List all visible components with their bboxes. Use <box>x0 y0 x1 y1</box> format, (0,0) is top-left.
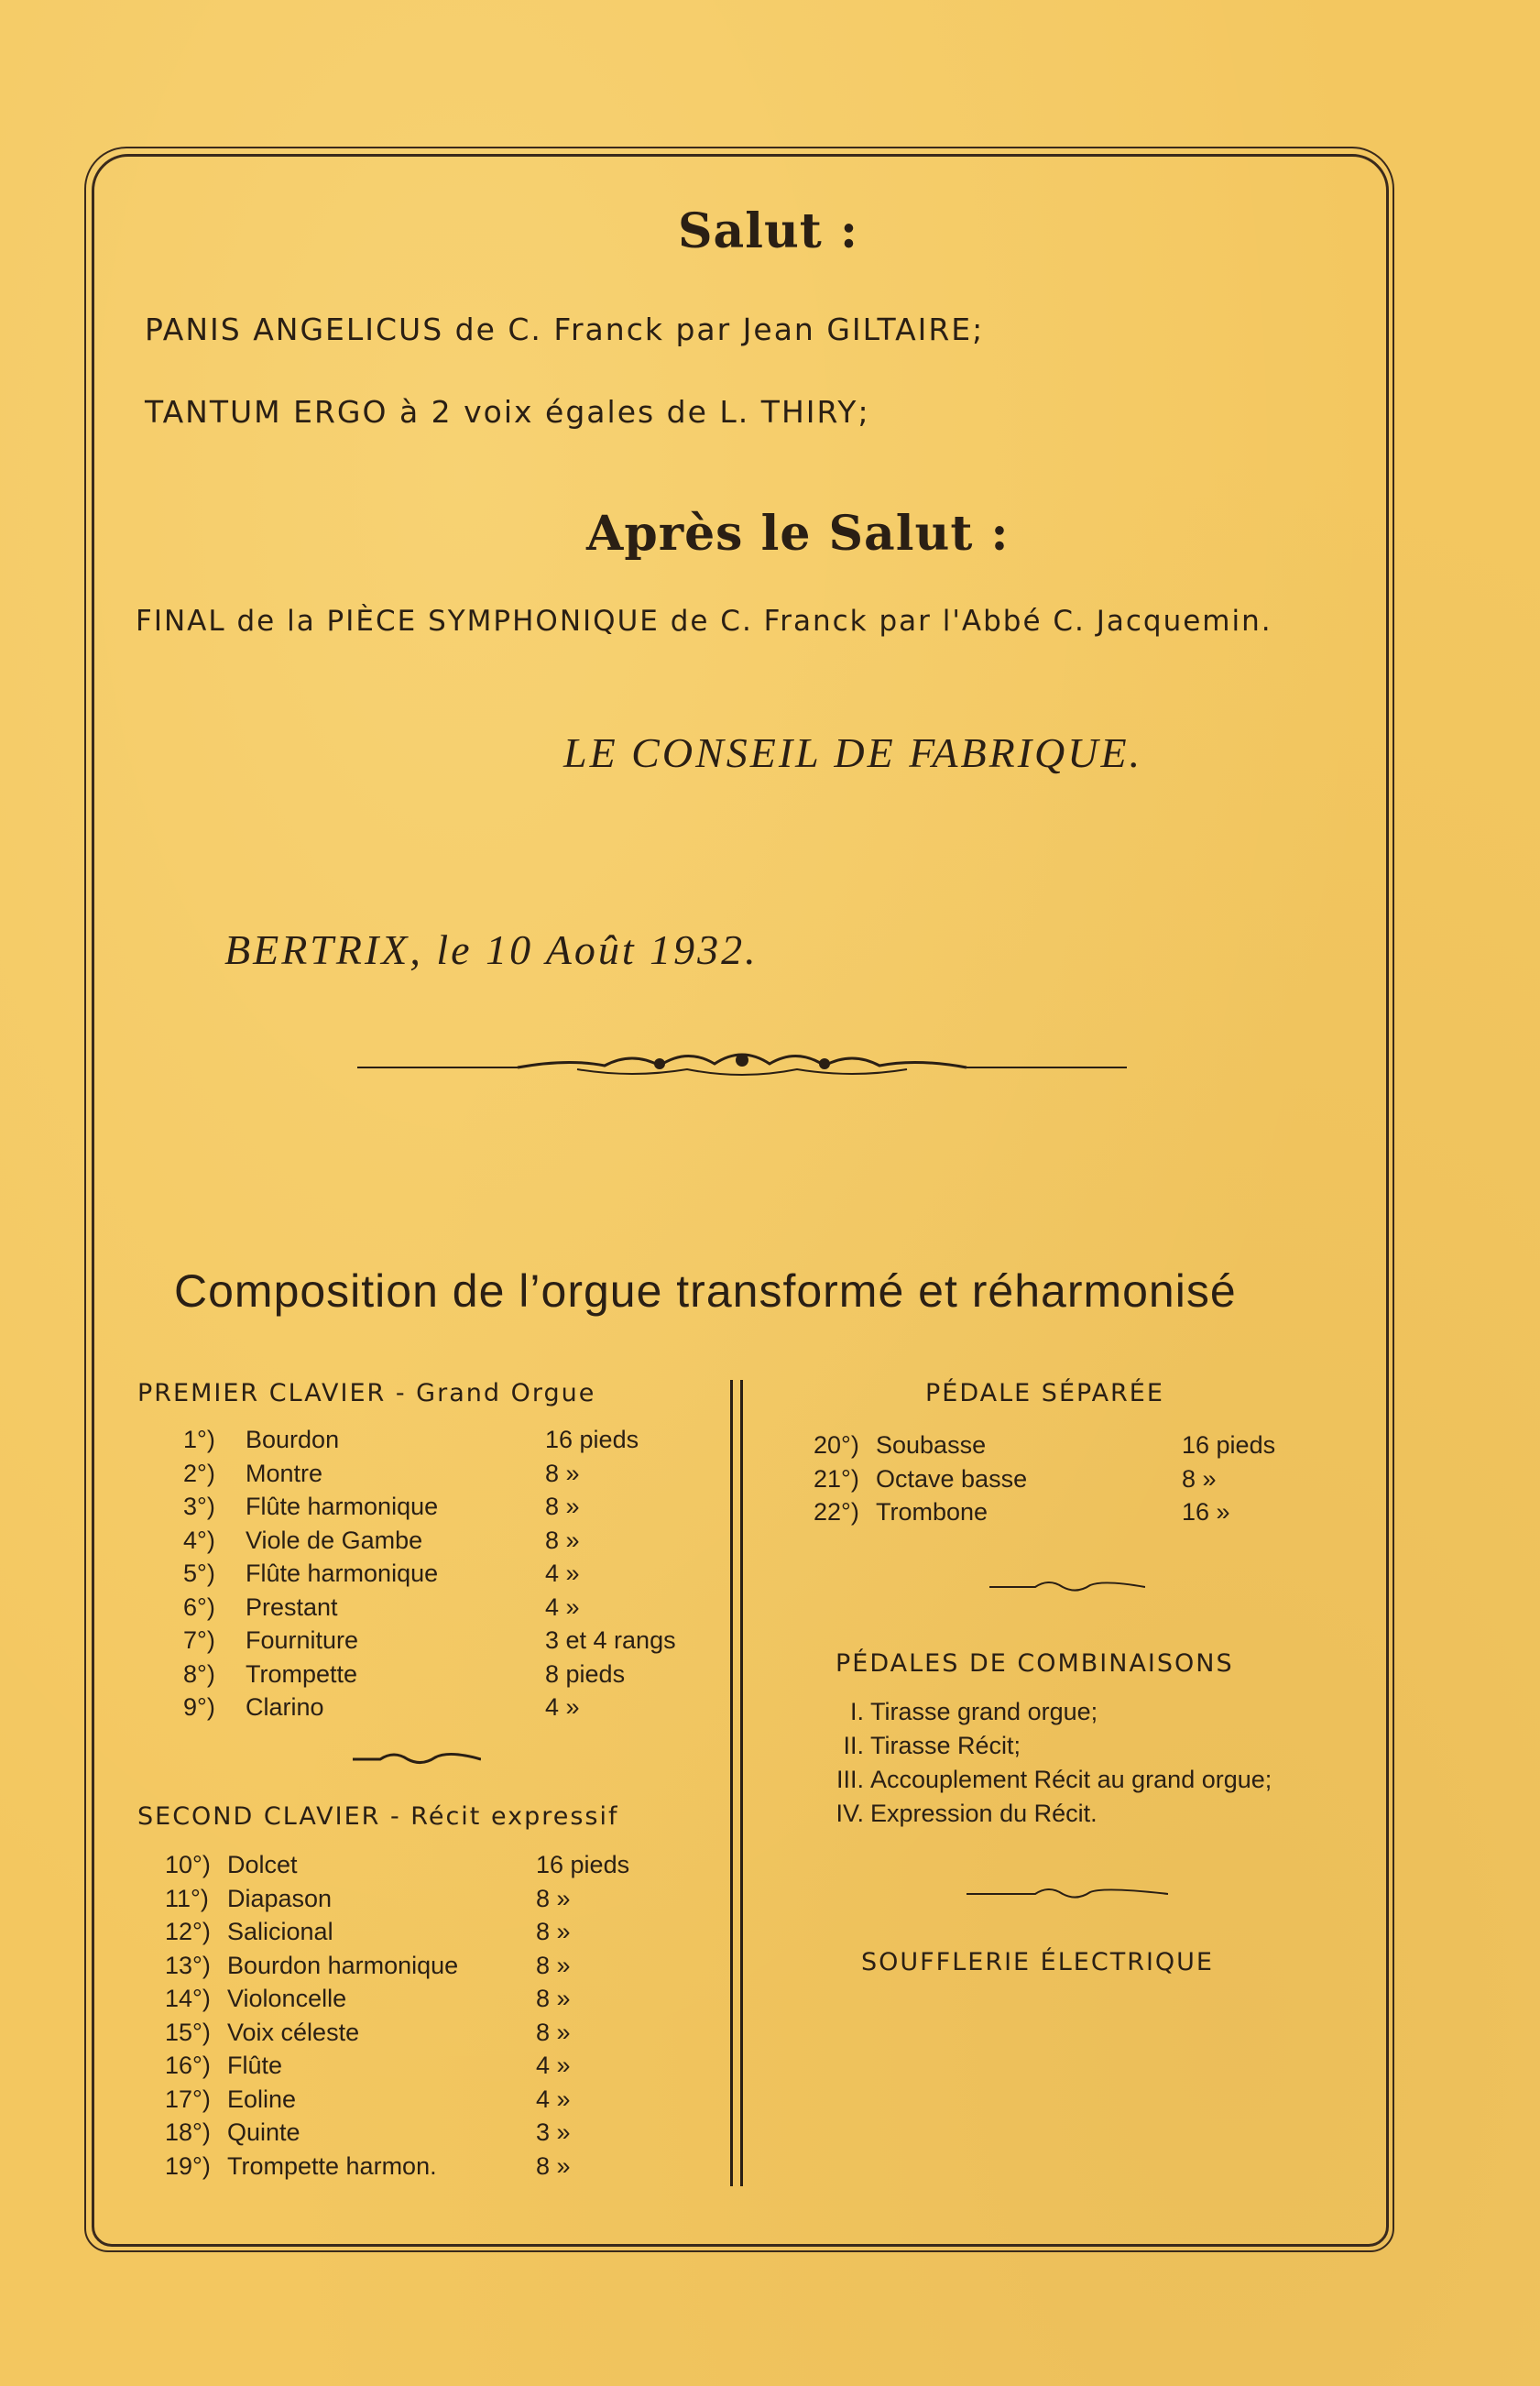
stop-number: 22°) <box>814 1498 859 1526</box>
stop-value: 8 pieds <box>545 1659 626 1688</box>
stop-value: 3 et 4 rangs <box>545 1626 676 1654</box>
stop-name: Octave basse <box>876 1464 1028 1493</box>
stop-number: 10°) <box>165 1851 211 1878</box>
stop-value: 8 » <box>545 1459 580 1487</box>
stop-number: 18°) <box>165 2118 211 2146</box>
stop-name: Trompette harmon. <box>227 2151 437 2180</box>
stop-name: Viole de Gambe <box>246 1526 423 1554</box>
combinaison-text: Accouplement Récit au grand orgue; <box>870 1766 1272 1793</box>
salut-title: Salut : <box>678 203 859 259</box>
second-stop-row <box>165 2019 715 2050</box>
premier-stop-row <box>183 1493 733 1524</box>
premier-stop-row <box>183 1426 733 1457</box>
stop-value: 4 » <box>536 2085 571 2113</box>
stop-name: Voix céleste <box>227 2018 360 2046</box>
stop-name: Flûte <box>227 2052 283 2079</box>
stop-number: 12°) <box>165 1918 211 1945</box>
stop-number: 5°) <box>183 1560 215 1587</box>
second-stop-row <box>165 2118 715 2150</box>
stop-value: 4 » <box>536 2052 571 2079</box>
combinaison-item <box>814 1732 1354 1763</box>
stop-number: 1°) <box>183 1426 215 1453</box>
combinaison-number: IV. <box>836 1800 864 1827</box>
small-ornament-2 <box>989 1576 1145 1594</box>
small-ornament-3 <box>967 1883 1168 1901</box>
stop-number: 14°) <box>165 1985 211 2012</box>
composition-title: Composition de l’orgue transformé et réharmonisé <box>174 1265 1237 1317</box>
stop-number: 2°) <box>183 1459 215 1487</box>
stop-name: Flûte harmonique <box>246 1560 439 1587</box>
premier-stop-row <box>183 1560 733 1591</box>
premier-stop-row <box>183 1460 733 1491</box>
stop-name: Violoncelle <box>227 1985 347 2012</box>
combinaison-text: Tirasse grand orgue; <box>870 1698 1098 1725</box>
combinaison-number: III. <box>836 1766 864 1793</box>
combinaison-item <box>814 1800 1354 1831</box>
stop-name: Dolcet <box>227 1851 298 1878</box>
premier-stop-row <box>183 1693 733 1724</box>
stop-value: 4 » <box>545 1693 580 1721</box>
stop-value: 8 » <box>1182 1464 1217 1493</box>
stop-name: Diapason <box>227 1884 333 1912</box>
pedale-stop-row <box>814 1431 1363 1462</box>
stop-name: Bourdon harmonique <box>227 1951 459 1979</box>
apres-salut-title: Après le Salut : <box>586 506 1010 562</box>
stop-name: Salicional <box>227 1918 333 1945</box>
stop-name: Fourniture <box>246 1626 359 1654</box>
stop-number: 16°) <box>165 2052 211 2079</box>
premier-clavier-heading: PREMIER CLAVIER - Grand Orgue <box>137 1379 596 1407</box>
stop-value: 8 » <box>536 1951 571 1979</box>
second-stop-row <box>165 2085 715 2117</box>
apres-salut-line-1: FINAL de la PIÈCE SYMPHONIQUE de C. Franck par l'Abbé C. Jacquemin. <box>136 605 1272 638</box>
second-clavier-heading: SECOND CLAVIER - Récit expressif <box>137 1802 619 1831</box>
small-ornament-1 <box>353 1748 481 1767</box>
stop-value: 16 pieds <box>536 1851 630 1878</box>
stop-value: 8 » <box>536 2151 571 2180</box>
stop-name: Flûte harmonique <box>246 1493 439 1520</box>
column-divider-right <box>740 1380 743 2186</box>
second-stop-row <box>165 2052 715 2083</box>
signature-conseil: LE CONSEIL DE FABRIQUE. <box>563 729 1143 776</box>
second-stop-row <box>165 1918 715 1949</box>
stop-number: 19°) <box>165 2151 211 2180</box>
stop-name: Bourdon <box>246 1426 340 1453</box>
second-stop-row <box>165 1985 715 2016</box>
premier-stop-row <box>183 1660 733 1691</box>
second-stop-row <box>165 1851 715 1882</box>
stop-name: Prestant <box>246 1592 338 1621</box>
stop-number: 15°) <box>165 2018 211 2046</box>
stop-name: Trompette <box>246 1659 358 1688</box>
stop-number: 6°) <box>183 1592 215 1621</box>
stop-name: Montre <box>246 1459 323 1487</box>
stop-number: 8°) <box>183 1659 215 1688</box>
stop-value: 8 » <box>536 2018 571 2046</box>
stop-number: 7°) <box>183 1626 215 1654</box>
stop-number: 13°) <box>165 1951 211 1979</box>
stop-number: 20°) <box>814 1431 859 1459</box>
salut-line-2: TANTUM ERGO à 2 voix égales de L. THIRY; <box>145 394 870 430</box>
stop-value: 3 » <box>536 2118 571 2146</box>
combinaison-number: II. <box>843 1732 864 1759</box>
stop-number: 9°) <box>183 1693 215 1721</box>
stop-value: 16 » <box>1182 1498 1230 1526</box>
stop-value: 4 » <box>545 1560 580 1587</box>
place-date: BERTRIX, le 10 Août 1932. <box>224 926 759 973</box>
stop-name: Soubasse <box>876 1431 987 1459</box>
second-stop-row <box>165 1952 715 1983</box>
pedale-stop-row <box>814 1498 1363 1529</box>
stop-value: 8 » <box>545 1526 580 1554</box>
soufflerie-electrique: SOUFFLERIE ÉLECTRIQUE <box>861 1948 1214 1976</box>
combinaison-text: Expression du Récit. <box>870 1800 1098 1827</box>
premier-stop-row <box>183 1626 733 1658</box>
salut-line-1: PANIS ANGELICUS de C. Franck par Jean GILTAIRE; <box>145 312 985 347</box>
stop-name: Quinte <box>227 2118 300 2146</box>
stop-value: 8 » <box>536 1884 571 1912</box>
stop-name: Trombone <box>876 1498 988 1526</box>
stop-number: 11°) <box>165 1884 209 1912</box>
combinaison-item <box>814 1698 1354 1729</box>
stop-number: 17°) <box>165 2085 211 2113</box>
pedale-stop-row <box>814 1465 1363 1496</box>
stop-value: 8 » <box>545 1493 580 1520</box>
pedale-separee-heading: PÉDALE SÉPARÉE <box>925 1379 1164 1407</box>
stop-name: Eoline <box>227 2085 297 2113</box>
pedales-combinaisons-heading: PÉDALES DE COMBINAISONS <box>836 1649 1234 1678</box>
combinaison-text: Tirasse Récit; <box>870 1732 1021 1759</box>
stop-value: 8 » <box>536 1918 571 1945</box>
second-stop-row <box>165 2152 715 2184</box>
premier-stop-row <box>183 1527 733 1558</box>
combinaison-item <box>814 1766 1354 1797</box>
second-stop-row <box>165 1885 715 1916</box>
stop-name: Clarino <box>246 1693 324 1721</box>
stop-value: 16 pieds <box>1182 1431 1276 1459</box>
stop-value: 4 » <box>545 1592 580 1621</box>
premier-stop-row <box>183 1593 733 1625</box>
stop-value: 8 » <box>536 1985 571 2012</box>
ornament-divider <box>357 1040 1127 1095</box>
combinaison-number: I. <box>849 1698 864 1725</box>
stop-number: 4°) <box>183 1526 215 1554</box>
stop-value: 16 pieds <box>545 1426 639 1453</box>
stop-number: 3°) <box>183 1493 215 1520</box>
stop-number: 21°) <box>814 1464 859 1493</box>
